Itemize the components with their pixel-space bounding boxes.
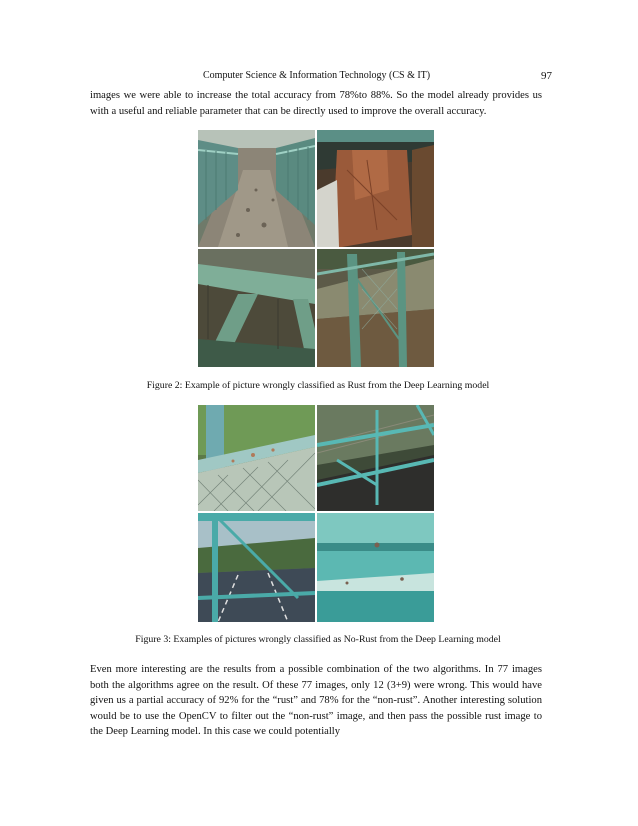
journal-title: Computer Science & Information Technology (CS & IT) bbox=[203, 70, 431, 81]
photo-chainlink-rail bbox=[198, 405, 315, 511]
body-paragraph-bottom: Even more interesting are the results from a possible combination of the two algorithms. In 77 images both the algorithms agree on the result. Of these 77 images, only 12 (3+9) were wrong. This would have given us a partial accuracy of 92% for the “rust” and 78% for the “non-rust”. Another interesting solution would be to use the OpenCV to filter out the “non-rust” image, and then pass the possible rust image to the Deep Learning model. In this case we could potentially bbox=[90, 664, 542, 737]
photo-painted-beam bbox=[317, 513, 434, 622]
photo-green-girder bbox=[198, 249, 315, 367]
photo-bridge-walkway bbox=[198, 130, 315, 247]
photo-railing-path bbox=[317, 249, 434, 367]
figure-3-photo-grid bbox=[198, 405, 434, 622]
page-number: 97 bbox=[541, 70, 552, 82]
body-paragraph-top: images we were able to increase the total accuracy from 78%to 88%. So the model already provides us with a useful and reliable parameter that can be directly used to improve the overall accuracy. bbox=[90, 90, 542, 117]
photo-rusty-beam bbox=[317, 130, 434, 247]
photo-road-under-bridge bbox=[198, 513, 315, 622]
figure-2-photo-grid bbox=[198, 130, 434, 367]
figure-2-caption: Figure 2: Example of picture wrongly classified as Rust from the Deep Learning model bbox=[146, 380, 490, 391]
figure-3-caption: Figure 3: Examples of pictures wrongly classified as No-Rust from the Deep Learning model bbox=[135, 634, 501, 645]
photo-truss-over-rail bbox=[317, 405, 434, 511]
